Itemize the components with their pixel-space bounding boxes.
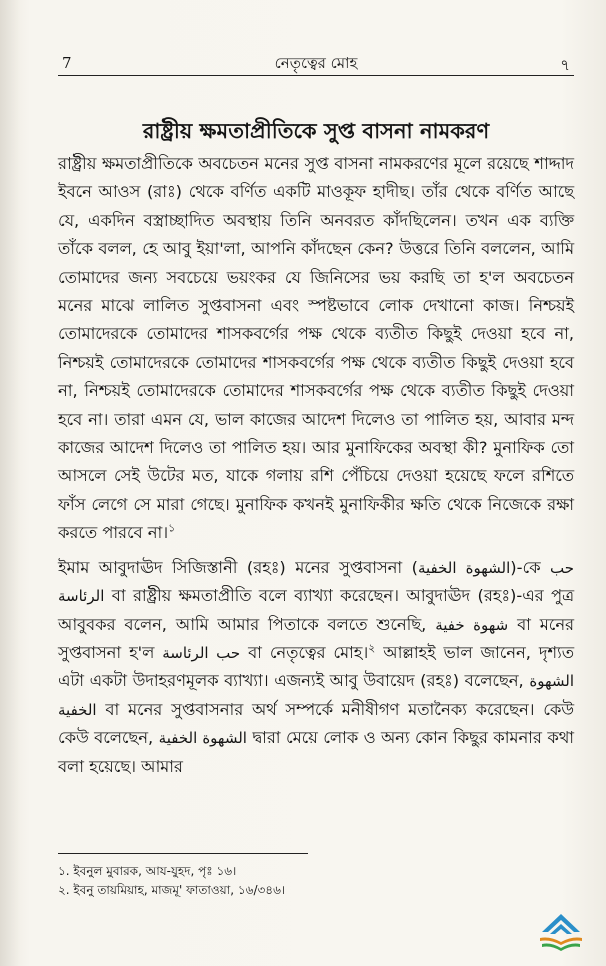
footnote-ref-2: ২ [368, 641, 376, 655]
section-title: রাষ্ট্রীয় ক্ষমতাপ্রীতিকে সুপ্ত বাসনা নামকরণ [142, 119, 490, 143]
paragraph-1-text: রাষ্ট্রীয় ক্ষমতাপ্রীতিকে অবচেতন মনের সুপ্ত বাসনা নামকরণের মূলে রয়েছে শাদ্দাদ ইবনে আওস (রাঃ) থেকে বর্ণিত একটি মাওকূফ হাদীছ। তাঁর থেকে বর্ণিত আছে যে, একদিন বস্ত্রাচ্ছাদিত অবস্থায় তিনি অনবরত কাঁদছিলেন। তখন এক ব্যক্তি তাঁকে বলল, হে আবু ইয়া'লা, আপনি কাঁদছেন কেন? উত্তরে তিনি বললেন, আমি তোমাদের জন্য সবচেয়ে ভয়ংকর যে জিনিসের ভয় করছি তা হ'ল অবচেতন মনের মাঝে লালিত সুপ্তবাসনা এবং স্পষ্টভাবে লোক দেখানো কাজ। নিশ্চয়ই তোমাদেরকে তোমাদের শাসকবর্গের পক্ষ থেকে ব্যতীত কিছুই দেওয়া হবে না, নিশ্চয়ই তোমাদেরকে তোমাদের শাসকবর্গের পক্ষ থেকে ব্যতীত কিছুই দেওয়া হবে না, নিশ্চয়ই তোমাদেরকে তোমাদের শাসকবর্গের পক্ষ থেকে ব্যতীত কিছুই দেওয়া হবে না। তারা এমন যে, ভাল কাজের আদেশ দিলেও তা পালিত হয়, আবার মন্দ কাজের আদেশ দিলেও তা পালিত হয়। আর মুনাফিকের অবস্থা কী? মুনাফিক তো আসলে সেই উটের মত, যাকে গলায় রশি পেঁচিয়ে দেওয়া হয়েছে ফলে রশিতে ফাঁস লেগে সে মারা গেছে। মুনাফিক কখনই মুনাফিকীর ক্ষতি থেকে নিজেকে রক্ষা করতে পারবে না। [58, 154, 574, 543]
arabic-term: حب الرئاسة [162, 643, 241, 662]
arabic-term: حب الرئاسة [58, 558, 574, 606]
header-rule [58, 75, 574, 76]
footnote-2: ২. ইবনু তায়মিয়াহ, মাজমূ' ফাতাওয়া, ১৬/৩৪৬। [58, 883, 286, 897]
footnotes [58, 862, 458, 900]
arabic-term: الشهوة الخفية [158, 729, 247, 748]
running-title: নেতৃত্বের মোহ [274, 54, 358, 72]
arabic-term: شهوة خفية [435, 615, 509, 634]
text-run: বা মনের সুপ্তবাসনা হ'ল [58, 614, 574, 662]
paragraph-2 [58, 554, 574, 781]
page-number-left: 7 [62, 54, 72, 72]
running-header [58, 52, 574, 74]
page-number-right: ৭ [560, 56, 570, 74]
body-text [58, 150, 574, 781]
publisher-logo-icon [536, 912, 586, 952]
text-run: বা রাষ্ট্রীয় ক্ষমতাপ্রীতি বলে ব্যাখ্যা করেছেন। আবুদাঊদ (রহঃ)-এর পুত্র আবুবকর বলেন, আমি আমার পিতাকে বলতে শুনেছি, [58, 586, 574, 634]
arabic-term: الشهوة الخفية [58, 672, 574, 719]
footnote-rule [58, 853, 308, 854]
text-run: )-কে [510, 557, 550, 577]
text-run: দ্বারা মেয়ে লোক ও অন্য কোন কিছুর কামনার কথা বলা হয়েছে। আমার [58, 728, 574, 776]
text-run: বা মনের সুপ্তবাসনার অর্থ সম্পর্কে মনীষীগণ মতানৈক্য করেছেন। কেউ কেউ বলেছেন, [58, 699, 574, 748]
footnote-ref-1: ১ [168, 521, 176, 535]
arabic-term: الشهوة الخفية [417, 558, 511, 577]
text-run: ইমাম আবুদাঊদ সিজিস্তানী (রহঃ) মনের সুপ্তবাসনা ( [58, 557, 418, 577]
footnote-1: ১. ইবনুল মুবারক, আয-যুহদ, পৃঃ ১৬। [58, 864, 237, 878]
text-run: বা নেতৃত্বের মোহ। [240, 642, 369, 662]
paragraph-1 [58, 150, 574, 548]
page-binding-shadow [0, 0, 20, 966]
text-run: আল্লাহই ভাল জানেন, দৃশ্যত এটা একটা উদাহরণমূলক ব্যাখ্যা। এজন্যই আবু উবায়েদ (রহঃ) বলেছেন, [58, 642, 574, 691]
